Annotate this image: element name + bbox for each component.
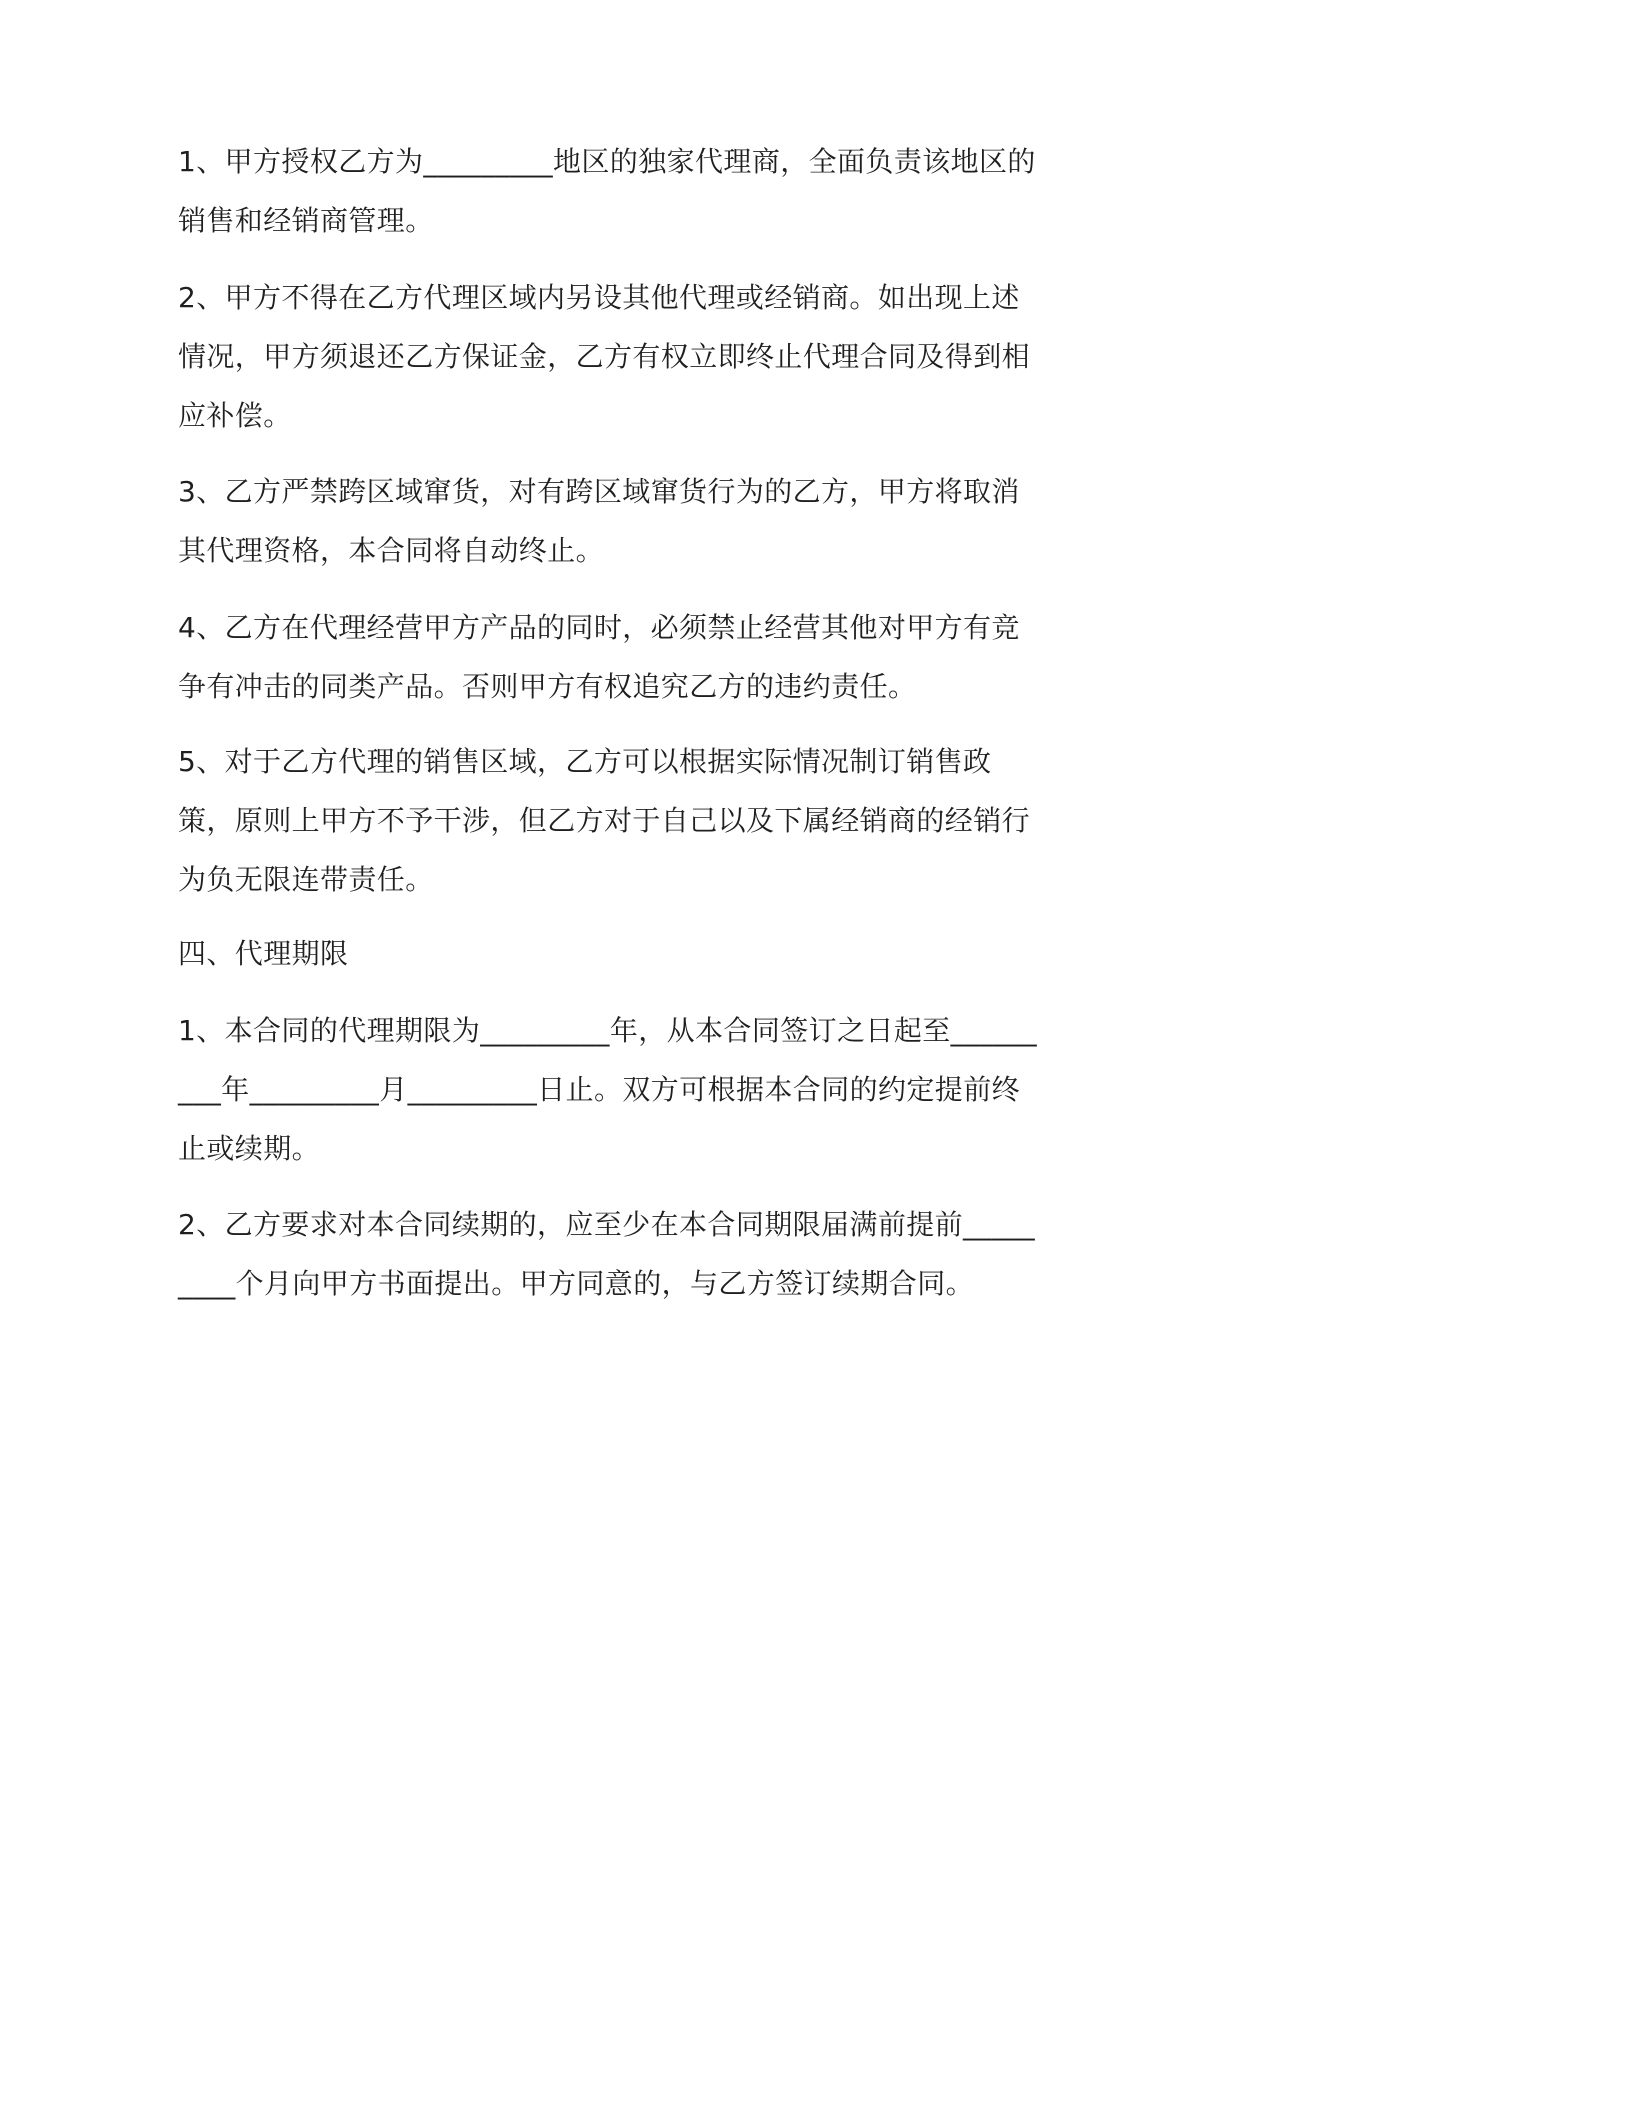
clause-3-2: 2、甲方不得在乙方代理区域内另设其他代理或经销商。如出现上述情况，甲方须退还乙方保证金，乙方有权立即终止代理合同及得到相应补偿。 (178, 281, 1031, 432)
clause-3-4: 4、乙方在代理经营甲方产品的同时，必须禁止经营其他对甲方有竞争有冲击的同类产品。否则甲方有权追究乙方的违约责任。 (178, 611, 1020, 703)
clause-4-2: 2、乙方要求对本合同续期的，应至少在本合同期限届满前提前_________个月向甲方书面提出。甲方同意的，与乙方签订续期合同。 (178, 1208, 1036, 1300)
clause-3-5: 5、对于乙方代理的销售区域，乙方可以根据实际情况制订销售政策，原则上甲方不予干涉，但乙方对于自己以及下属经销商的经销行为负无限连带责任。 (178, 745, 1031, 896)
clause-3-3: 3、乙方严禁跨区域窜货，对有跨区域窜货行为的乙方，甲方将取消其代理资格，本合同将自动终止。 (178, 475, 1020, 567)
section-4-heading: 四、代理期限 (178, 937, 349, 970)
clause-4-1: 1、本合同的代理期限为_________年，从本合同签订之日起至_________年_________月_________日止。双方可根据本合同的约定提前终止或续期。 (178, 1014, 1038, 1165)
clause-3-1: 1、甲方授权乙方为_________地区的独家代理商，全面负责该地区的销售和经销商管理。 (178, 145, 1036, 237)
